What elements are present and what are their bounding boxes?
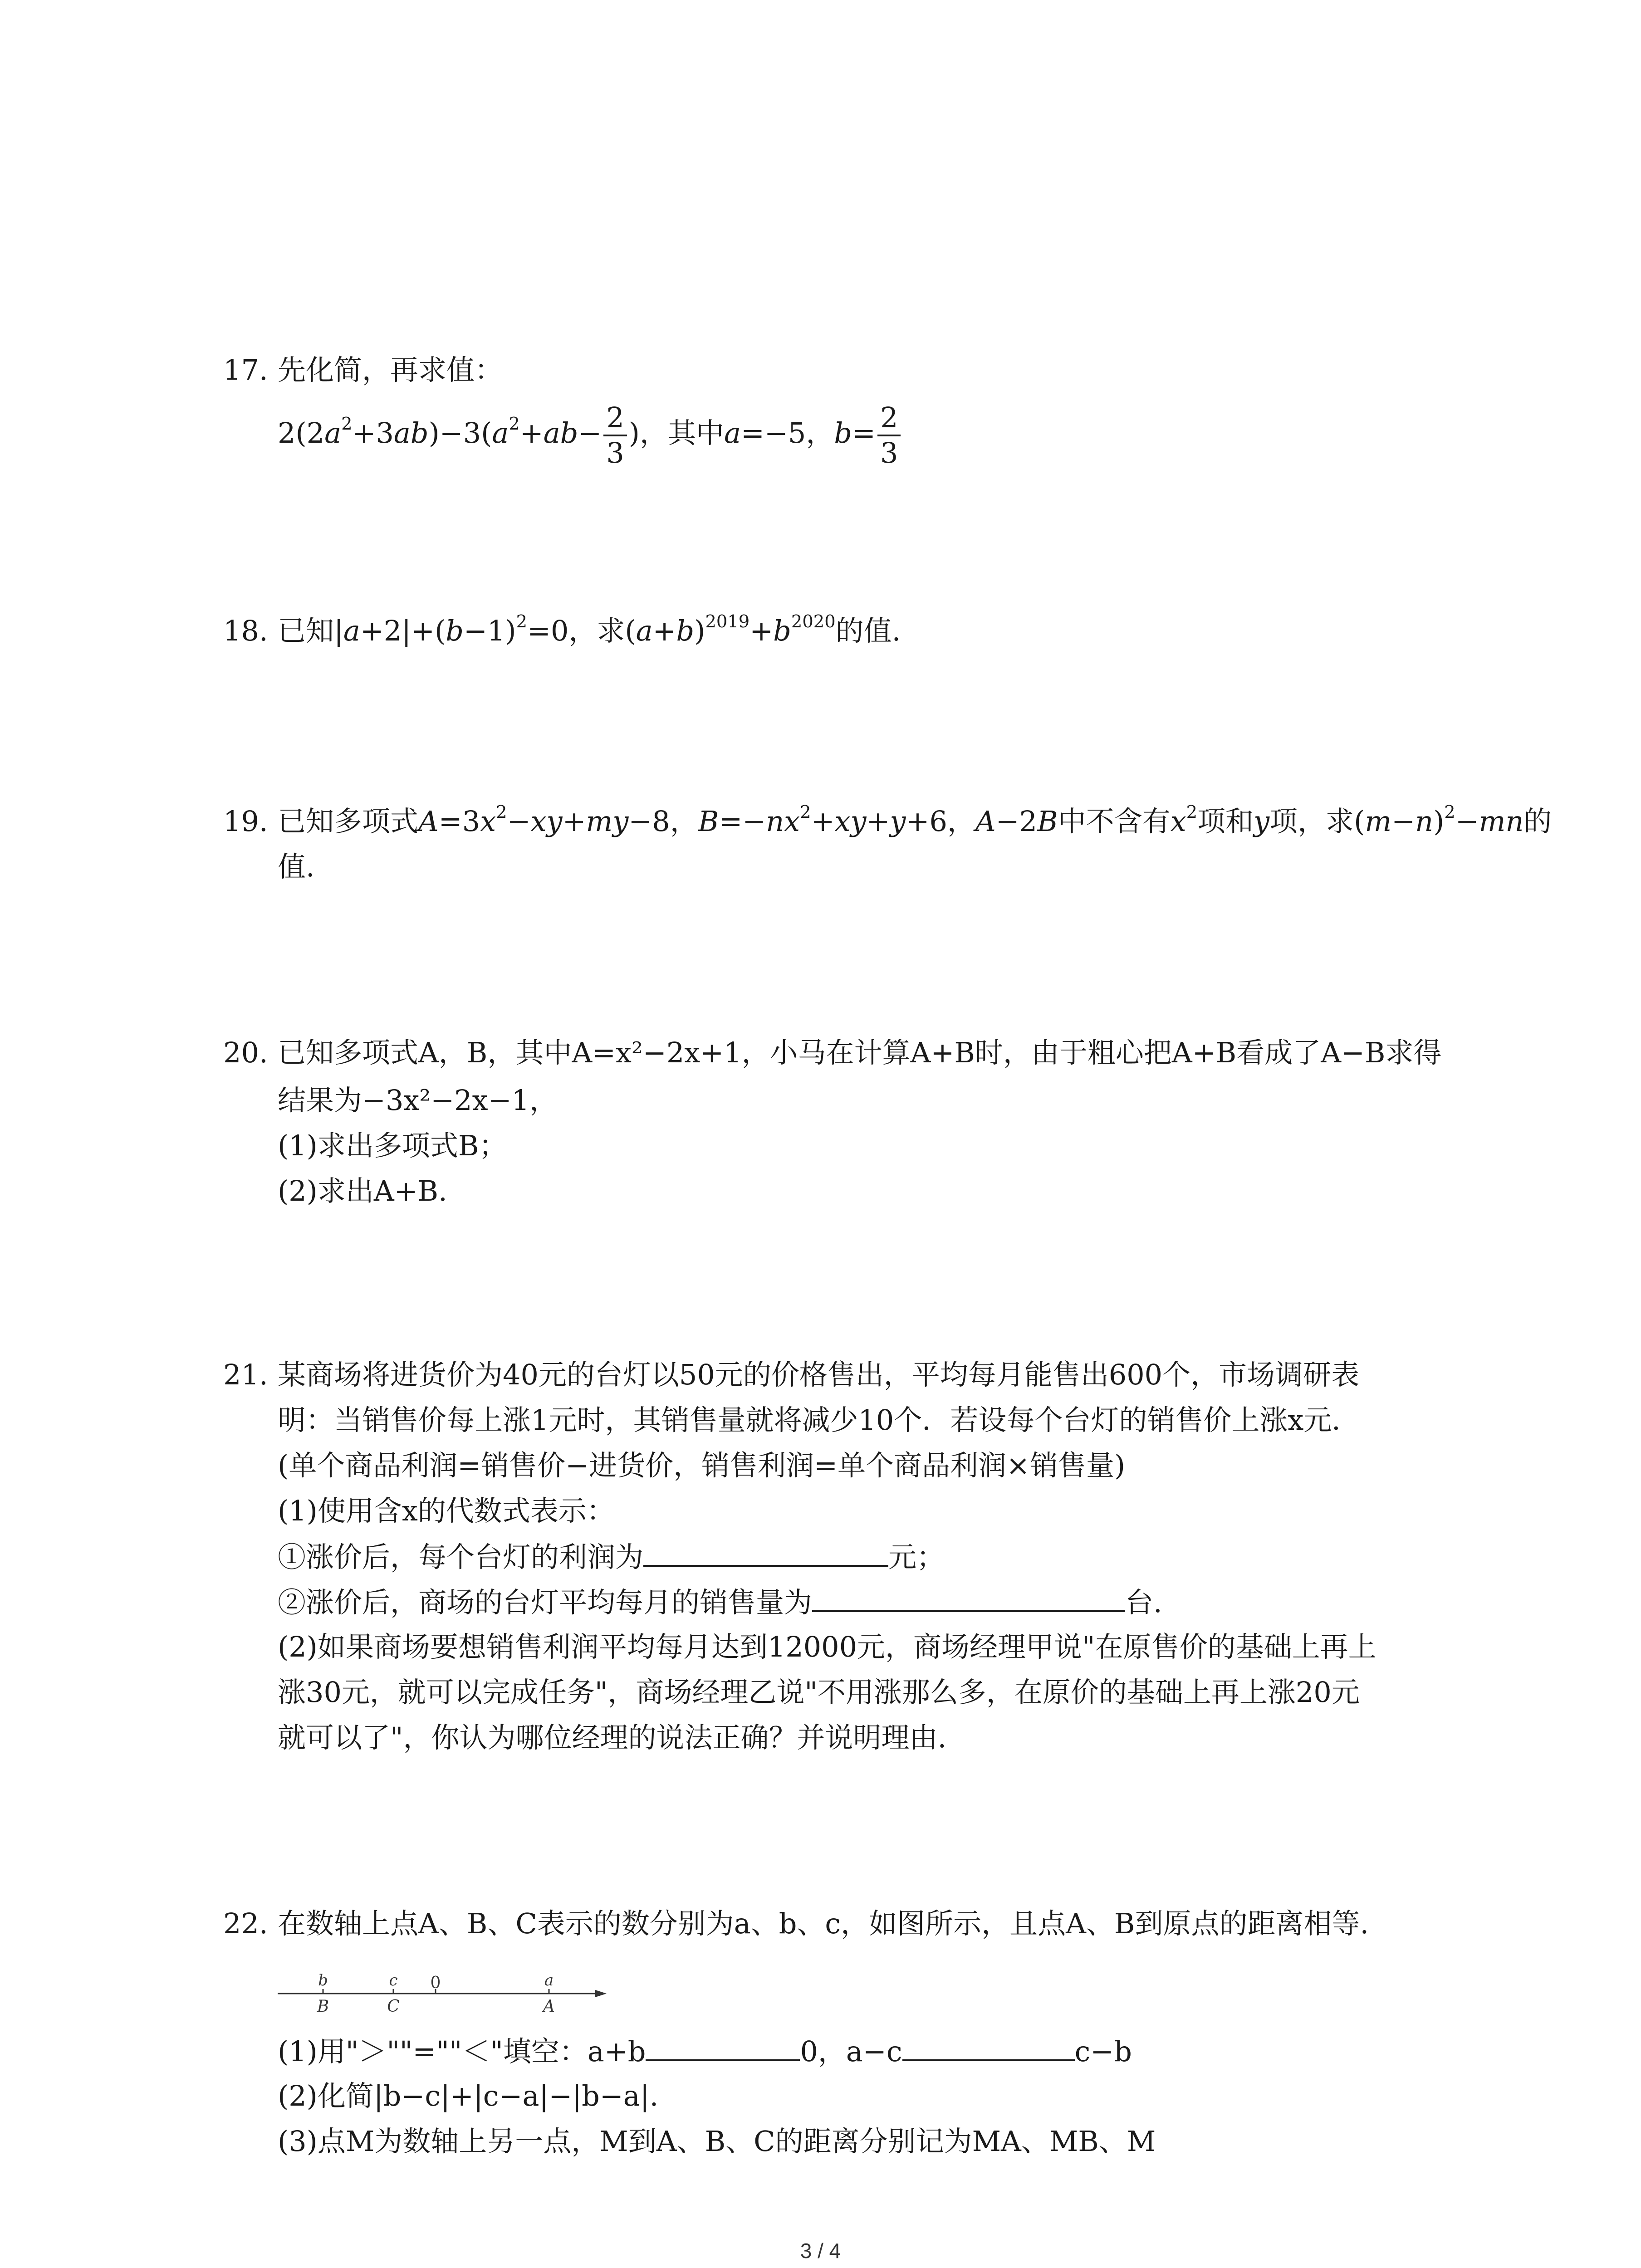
- q22-number: 22.: [223, 1907, 268, 1940]
- q20-part1: (1)求出多项式B；: [278, 1129, 507, 1162]
- q22-part1: (1)用"＞""=""＜"填空：a+b 0，a−c c−b: [278, 2035, 1132, 2068]
- label-zero: 0: [430, 1974, 441, 1992]
- q20-text-line1: 已知多项式A，B，其中A=x²−2x+1，小马在计算A+B时，由于粗心把A+B看成了A−B求得: [278, 1036, 1442, 1069]
- q21-blank-sales[interactable]: [812, 1588, 1125, 1612]
- q21-part2-line1: (2)如果商场要想销售利润平均每月达到12000元，商场经理甲说"在原售价的基础上再上: [278, 1630, 1376, 1663]
- label-C: C: [387, 1997, 400, 2016]
- page-number: 3 / 4: [800, 2239, 841, 2263]
- q17-expression: $2(2a^2+3ab)-3(a^2+ab-$ $\frac{2}{3}$ )，其中a=−5，b= $\frac{2}{3}$: [278, 404, 902, 467]
- label-b: b: [318, 1971, 328, 1989]
- q21-blank-profit[interactable]: [643, 1542, 888, 1567]
- q22-part3: (3)点M为数轴上另一点，M到A、B、C的距离分别记为MA、MB、M: [278, 2125, 1156, 2158]
- q17-fraction-1: $\frac{2}{3}$: [603, 404, 627, 467]
- q19-text-line1: 已知多项式$A=3x^2-xy+my-8$，$B=-nx^2+xy+y+6$，A−2B中不含有$x^2$项和y项，求$(m-n)^2-mn$的: [278, 802, 1552, 838]
- q21-text-line1: 某商场将进货价为40元的台灯以50元的价格售出，平均每月能售出600个，市场调研表: [278, 1358, 1360, 1391]
- number-line-arrow: [595, 1990, 607, 1997]
- q18-text: 已知$|a+2|+(b-1)^2=0$，求$(a+b)^{2019}+b^{2020}$的值.: [278, 611, 901, 647]
- label-A: A: [543, 1997, 555, 2016]
- q19-number: 19.: [223, 805, 268, 838]
- q20-number: 20.: [223, 1036, 268, 1069]
- q21-number: 21.: [223, 1358, 268, 1391]
- number-line-figure: [278, 1966, 609, 2021]
- q21-part2-line3: 就可以了"，你认为哪位经理的说法正确？并说明理由.: [278, 1721, 947, 1754]
- q21-text-line3: (单个商品利润=销售价−进货价，销售利润=单个商品利润×销售量): [278, 1449, 1126, 1482]
- q17-number: 17.: [223, 353, 268, 386]
- label-a: a: [544, 1971, 554, 1989]
- label-c: c: [389, 1971, 398, 1989]
- q17-fraction-2: $\frac{2}{3}$: [877, 404, 901, 467]
- q17-instruction: 先化简，再求值：: [278, 353, 503, 386]
- q20-text-line2: 结果为−3x²−2x−1，: [278, 1084, 558, 1117]
- q22-blank-1[interactable]: [646, 2037, 800, 2061]
- label-B: B: [317, 1997, 329, 2016]
- q21-text-line2: 明：当销售价每上涨1元时，其销售量就将减少10个．若设每个台灯的销售价上涨x元．: [278, 1403, 1360, 1437]
- q19-text-line2: 值.: [278, 850, 315, 883]
- q20-part2: (2)求出A+B.: [278, 1174, 447, 1207]
- q22-blank-2[interactable]: [902, 2037, 1075, 2061]
- q21-part1: (1)使用含x的代数式表示：: [278, 1494, 615, 1527]
- q21-part1-item1: ①涨价后，每个台灯的利润为 元；: [278, 1540, 945, 1574]
- q22-part2: (2)化简|b−c|+|c−a|−|b−a|.: [278, 2079, 659, 2112]
- q21-part1-item2: ②涨价后，商场的台灯平均每月的销售量为 台.: [278, 1586, 1162, 1619]
- q22-text-line1: 在数轴上点A、B、C表示的数分别为a、b、c，如图所示，且点A、B到原点的距离相等.: [278, 1907, 1369, 1940]
- q21-part2-line2: 涨30元，就可以完成任务"，商场经理乙说"不用涨那么多，在原价的基础上再上涨20元: [278, 1676, 1360, 1709]
- q18-number: 18.: [223, 614, 268, 647]
